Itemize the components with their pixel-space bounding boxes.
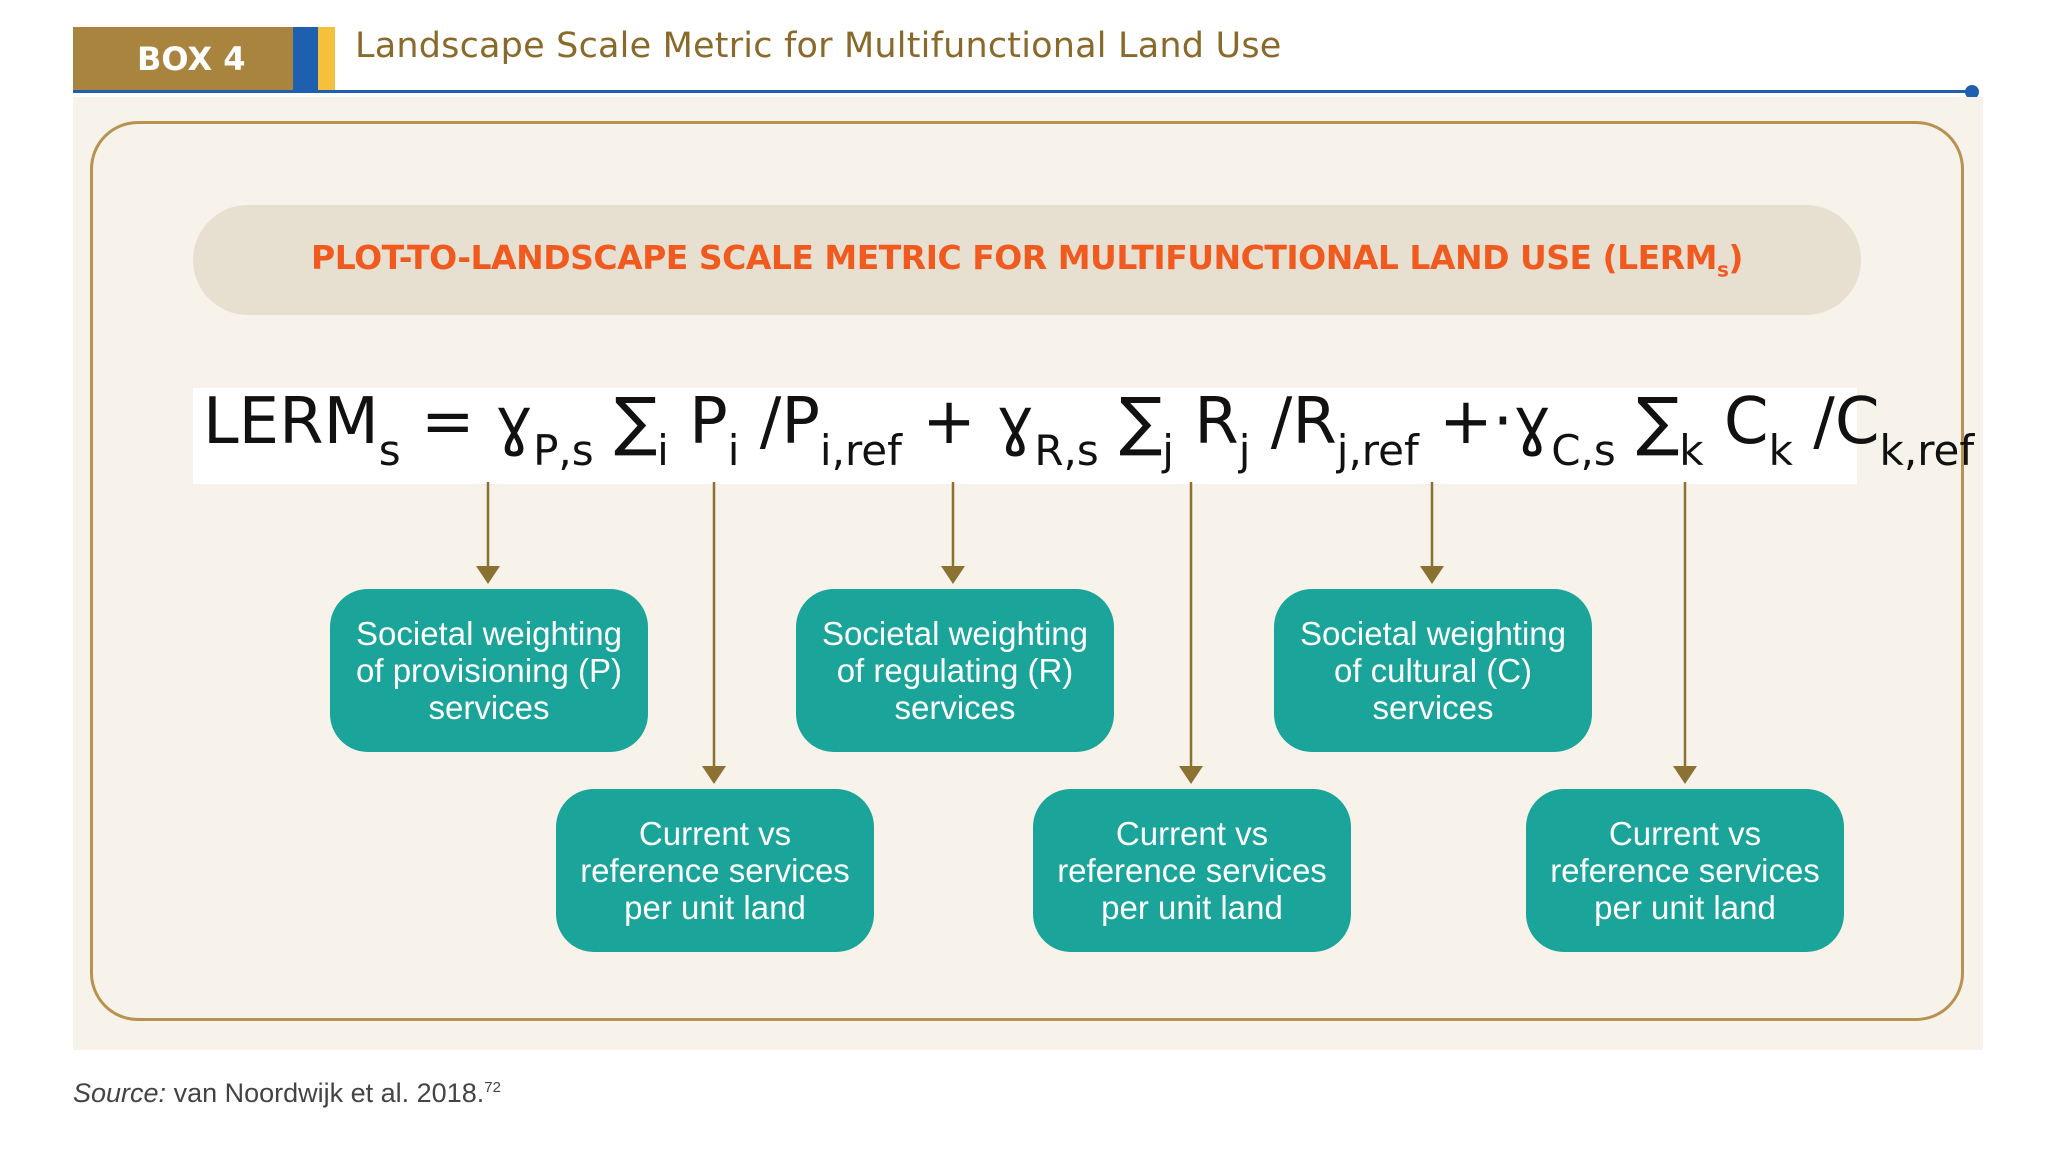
node-weight-regulating: Societal weighting of regulating (R) services bbox=[796, 589, 1114, 752]
lerm-formula: $LERM_s$ = ɣ$_{P,s}$ $\sum_i$ $P_i$ $/P_{i,ref}$ + ɣ$_{R,s}$ $\sum_j$ $R_j$ $/R_{j,ref}$ +·ɣ$_{C,s}$ $\sum_k$ $C_k$ $/C_{k,ref}$ bbox=[203, 385, 1975, 475]
node-current-provisioning: Current vs reference services per unit land bbox=[556, 789, 874, 952]
source-label: Source: bbox=[73, 1078, 167, 1108]
arrow-weight-p bbox=[476, 482, 500, 584]
banner-title: PLOT-TO-LANDSCAPE SCALE METRIC FOR MULTIFUNCTIONAL LAND USE $(LERM_s)$ bbox=[311, 238, 1743, 282]
box-title: Landscape Scale Metric for Multifunctional Land Use bbox=[355, 26, 1282, 66]
box-label: BOX 4 bbox=[73, 27, 293, 91]
node-weight-provisioning: Societal weighting of provisioning (P) services bbox=[330, 589, 648, 752]
arrow-weight-c bbox=[1420, 482, 1444, 584]
node-weight-cultural: Societal weighting of cultural (C) services bbox=[1274, 589, 1592, 752]
arrow-weight-r bbox=[941, 482, 965, 584]
source-note bbox=[73, 1078, 501, 1109]
arrow-current-r bbox=[1179, 482, 1203, 784]
node-current-regulating: Current vs reference services per unit land bbox=[1033, 789, 1351, 952]
source-text: van Noordwijk et al. 2018. bbox=[166, 1078, 485, 1108]
source-ref: 72 bbox=[484, 1079, 501, 1096]
arrow-current-c bbox=[1673, 482, 1697, 784]
arrow-current-p bbox=[702, 482, 726, 784]
node-current-cultural: Current vs reference services per unit land bbox=[1526, 789, 1844, 952]
